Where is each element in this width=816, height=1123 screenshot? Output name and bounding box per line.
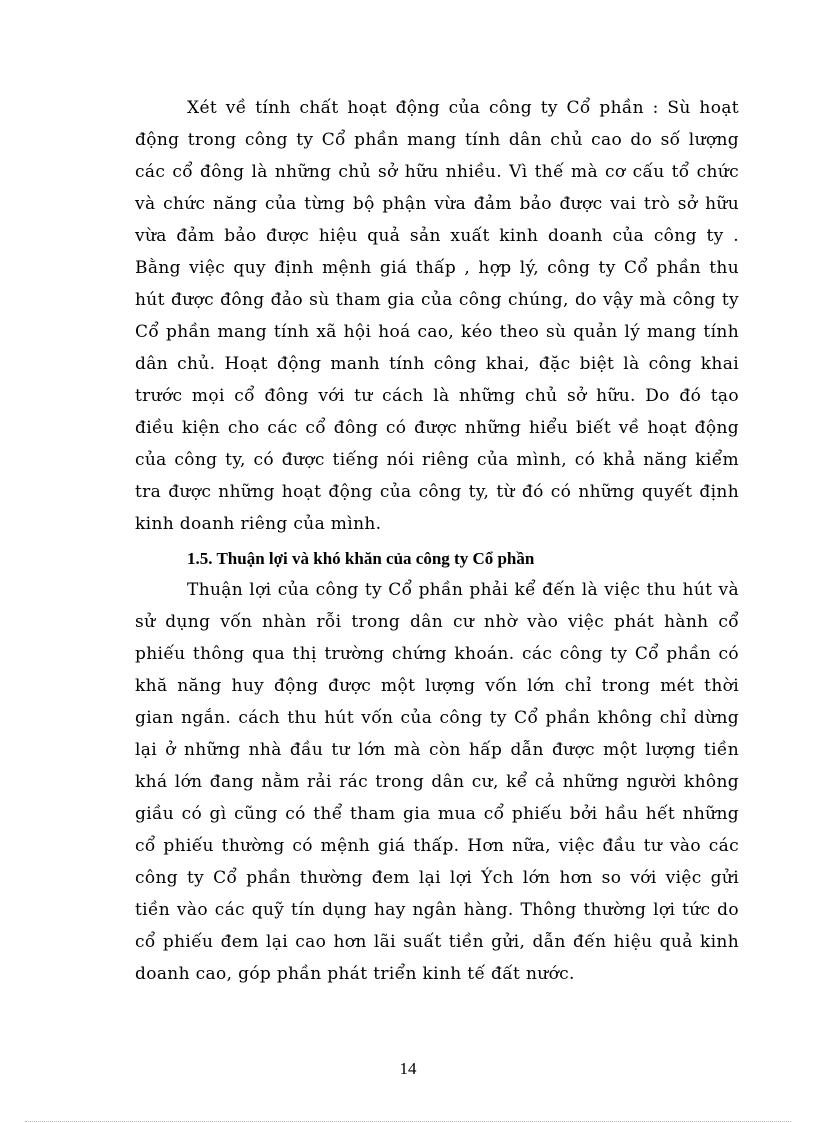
paragraph-line: tiền vào các quỹ tín dụng hay ngân hàng. Thông thường lợi tức do: [135, 900, 739, 920]
paragraph-line: lại ở những nhà đầu tư lớn mà còn hấp dẫn được một lượng tiền: [135, 740, 739, 760]
paragraph-line: gian ngắn. cách thu hút vốn của công ty Cổ phần không chỉ dừng: [135, 708, 739, 728]
paragraph-line: các cổ đông là những chủ sở hữu nhiều. Vì thế mà cơ cấu tổ chức: [135, 162, 739, 182]
paragraph-line: Thuận lợi của công ty Cổ phần phải kể đến là việc thu hút và: [187, 580, 739, 600]
paragraph-line: phiếu thông qua thị trường chứng khoán. các công ty Cổ phần có: [135, 644, 739, 664]
paragraph-line: Cổ phần mang tính xã hội hoá cao, kéo theo sù quản lý mang tính: [135, 322, 739, 342]
paragraph-line: cổ phiếu thường có mệnh giá thấp. Hơn nữa, việc đầu tư vào các: [135, 836, 739, 856]
paragraph-line: công ty Cổ phần thường đem lại lợi Ých lớn hơn so với việc gửi: [135, 868, 739, 888]
paragraph-line: và chức năng của từng bộ phận vừa đảm bảo được vai trò sở hữu: [135, 194, 739, 214]
paragraph-line: khá lớn đang nằm rải rác trong dân cư, kể cả những người không: [135, 772, 739, 792]
page-number: 14: [399, 1059, 417, 1078]
paragraph-line: hút được đông đảo sù tham gia của công chúng, do vậy mà công ty: [135, 290, 739, 310]
paragraph-line: trước mọi cổ đông với tư cách là những chủ sở hữu. Do đó tạo: [135, 386, 739, 406]
paragraph-line: vừa đảm bảo được hiệu quả sản xuất kinh doanh của công ty .: [135, 226, 739, 246]
paragraph-line: Xét về tính chất hoạt động của công ty Cổ phần : Sù hoạt: [187, 98, 739, 118]
section-heading: 1.5. Thuận lợi và khó khăn của công ty Cổ phần: [187, 549, 535, 568]
paragraph-line: cổ phiếu đem lại cao hơn lãi suất tiền gửi, dẫn đến hiệu quả kinh: [135, 932, 739, 952]
page-bottom-rule: [25, 1121, 791, 1122]
paragraph-line: của công ty, có được tiếng nói riêng của mình, có khả năng kiểm: [135, 450, 739, 470]
paragraph-line: dân chủ. Hoạt động manh tính công khai, đặc biệt là công khai: [135, 354, 739, 374]
paragraph-line: Bằng việc quy định mệnh giá thấp , hợp lý, công ty Cổ phần thu: [135, 258, 739, 278]
paragraph-line: giầu có gì cũng có thể tham gia mua cổ phiếu bởi hầu hết những: [135, 804, 739, 824]
paragraph-line: tra được những hoạt động của công ty, từ đó có những quyết định: [135, 482, 739, 502]
paragraph-line: khă năng huy động được một lượng vốn lớn chỉ trong mét thời: [135, 676, 739, 696]
paragraph-line: động trong công ty Cổ phần mang tính dân chủ cao do số lượng: [135, 130, 739, 150]
paragraph-line: kinh doanh riêng của mình.: [135, 514, 382, 534]
paragraph-line: sử dụng vốn nhàn rỗi trong dân cư nhờ vào việc phát hành cổ: [135, 612, 739, 632]
paragraph-line: điều kiện cho các cổ đông có được những hiểu biết về hoạt động: [135, 418, 739, 438]
paragraph-line: doanh cao, góp phần phát triển kinh tế đất nước.: [135, 964, 575, 984]
